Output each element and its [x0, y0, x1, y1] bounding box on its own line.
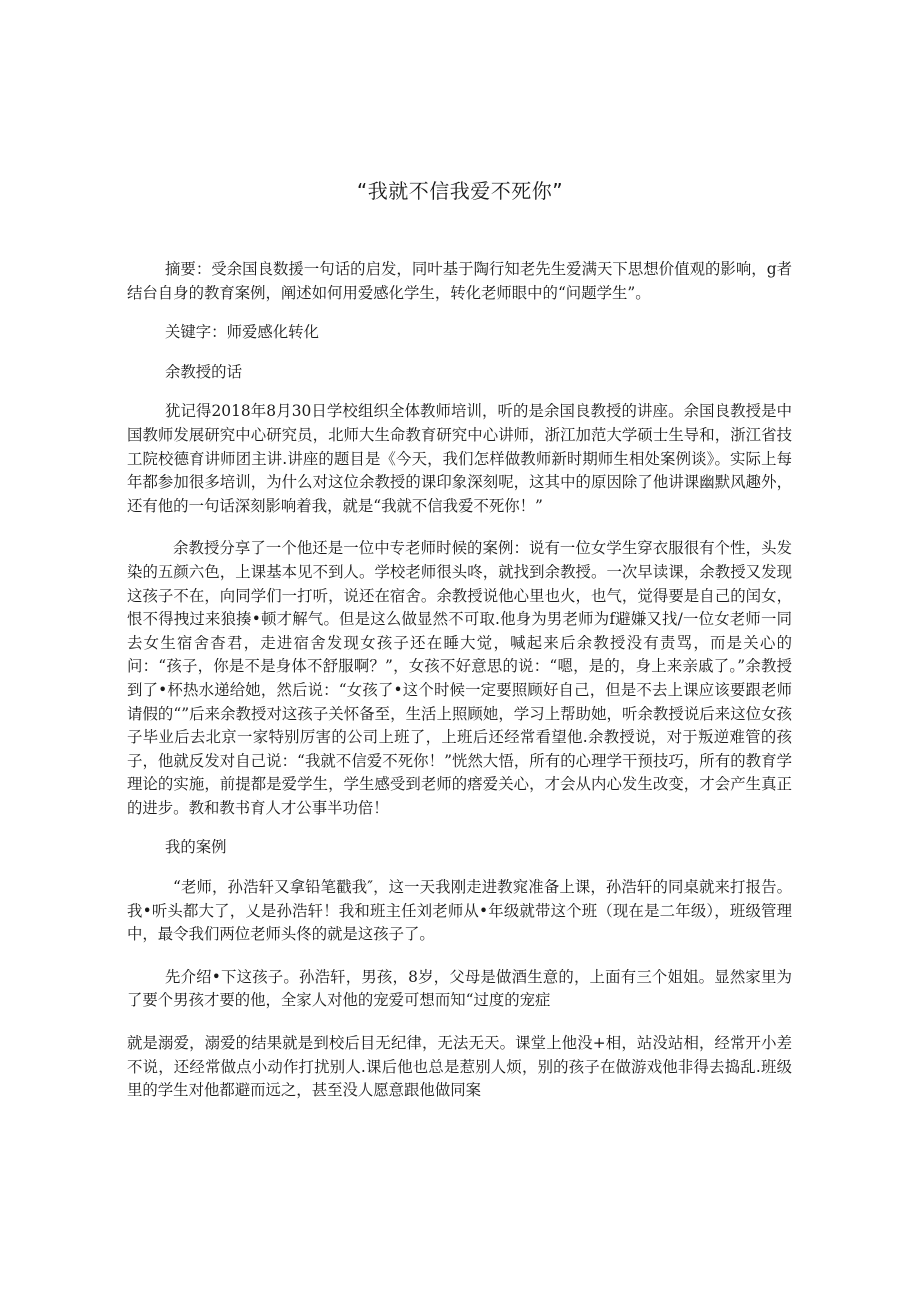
section-heading-my-case: 我的案例: [165, 838, 227, 857]
section2-paragraph-3: 就是溺爱，溺爱的结果就是到校后目无纪律，无法无天。课堂上他没+相，站没站相，经常开小差不说，还经常做点小动作打扰别人.课后他也总是惹别人烦，别的孩子在做游戏他非得去捣乱.班级里的学生对他都避而远之，甚至没人愿意跟他做同案: [127, 1034, 792, 1100]
section2-paragraph-2: 先介绍•下这孩子。孙浩轩，男孩，8岁，父母是做酒生意的，上面有三个姐姐。显然家里为了要个男孩才要的他，全家人对他的宠爱可想而知“过度的宠症: [127, 967, 792, 1010]
section1-paragraph-1: 犹记得2018年8月30日学校组织全体教师培训，听的是余国良教授的讲座。余国良教授是中国教师发展研究中心研究员，北师大生命教育研究中心讲师，浙江加范大学硕士生导和，浙江省技工院校德育讲师团主讲.讲座的题目是《今天，我们怎样做教师新时期师生相处案例谈》。实际上每年都参加很多培训，为什么对这位余教授的课印象深刻呢，这其中的原因除了他讲课幽默风趣外，还有他的一句话深刻影响着我，就是“我就不信我爱不死你！”: [127, 402, 792, 515]
keywords-line: 关键字：师爱感化转化: [165, 323, 319, 342]
section-heading-professor: 余教授的话: [165, 362, 242, 381]
page-title: “我就不信我爱不死你”: [356, 179, 564, 203]
document-body: [127, 258, 792, 1103]
section2-paragraph-1: “老师，孙浩轩又拿铅笔戳我″，这一天我刚走进教窕准备上课，孙浩轩的同桌就来打报告。我•听头都大了，乂是孙浩轩！我和班主任刘老师从•年级就带这个班（现在是二年级），班级管理中，最令我们两位老师头佟的就是这孩子了。: [127, 878, 792, 944]
section1-paragraph-2: 余教授分享了一个他还是一位中专老师时候的案例：说有一位女学生穿衣服很有个性，头发染的五颜六色，上课基本见不到人。学校老师很头咚，就找到余教授。一次早读课，余教授又发现这孩子不在，向同学们一打听，说还在宿舍。余教授说他心里也火，也气，觉得要是自己的闰女，恨不得拽过来狼揍•顿才解气。但是这么做显然不可取.他身为男老师为f避嫌又找/一位女老师一同去女生宿舍杳君，走进宿舍发现女孩子还在睡大觉，喊起来后余教授没有责骂，而是关心的问：“孩子，你是不是身体不舒服啊？”，女孩不好意思的说：“嗯，是的，身上来亲戚了。”余教授到了•杯热水递给她，然后说：“女孩了•这个时候一定要照顾好自己，但是不去上课应该要跟老师请假的“”后来余教授对这孩子关怀备至，生活上照顾她，学习上帮助她，听余教授说后来这位女孩子毕业后去北京一家特别厉害的公司上班了，上班后还经常看望他.余教授说，对于叛逆难管的孩子，他就反发对自己说：“我就不信爱不死你！”恍然大悟，所有的心理学干预技巧，所有的教育学理论的实施，前提都是爱学生，学生感受到老师的瘩爱关心，才会从内心发生改变，才会产生真正的进步。教和教书育人才公事半功倍！: [127, 539, 792, 817]
abstract-paragraph: 摘要：受余国良数援一句话的启发，同叶基于陶行知老先生爱满天下思想价值观的影响，g者结台自身的教育案例，阐述如何用爱感化学生，转化老师眼中的“问题学生”。: [127, 260, 792, 302]
